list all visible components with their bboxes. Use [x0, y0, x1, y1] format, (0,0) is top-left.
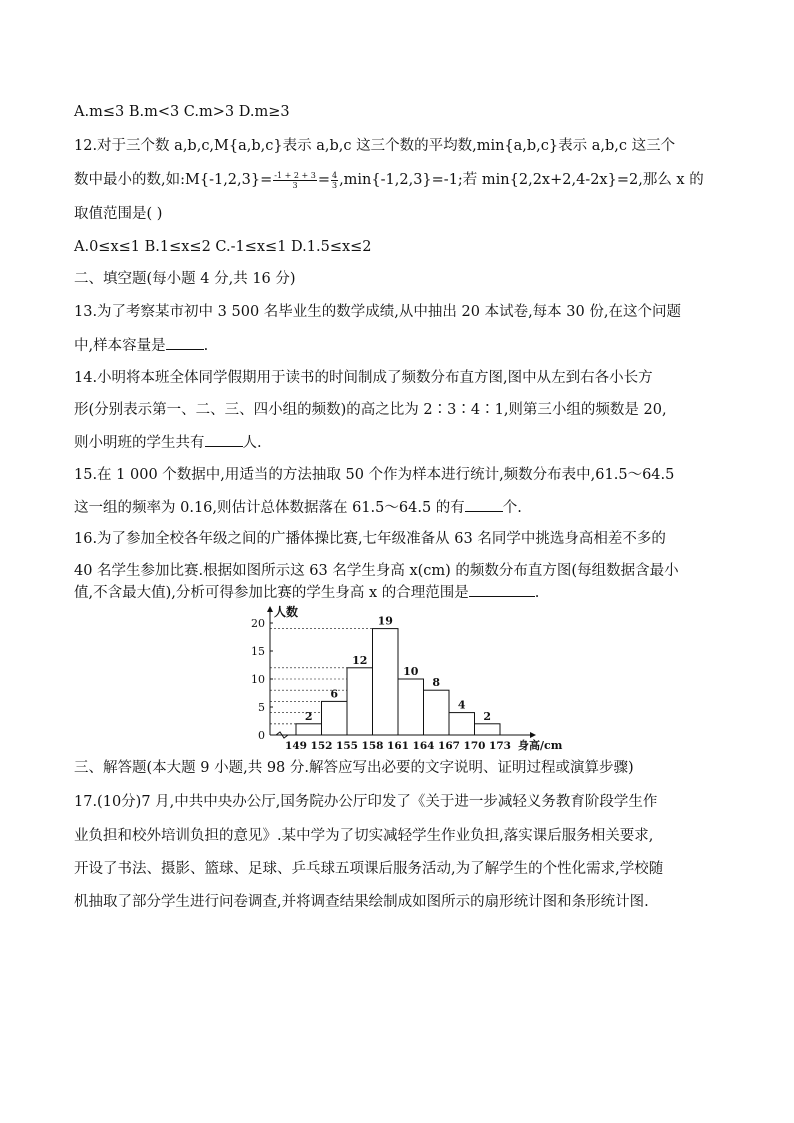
x-tick-label: 152 — [310, 740, 333, 752]
q13-line1: 13.为了考察某市初中 3 500 名毕业生的数学成绩,从中抽出 20 本试卷,每本 30 份,在这个问题 — [74, 304, 681, 320]
answer-blank — [465, 497, 503, 512]
bar-value-label: 4 — [457, 698, 466, 712]
y-tick-label: 10 — [251, 673, 265, 686]
height-histogram — [250, 604, 563, 752]
q14-line3-pre: 则小明班的学生共有 — [74, 435, 205, 451]
q16-line3 — [74, 582, 539, 603]
fraction-result — [331, 171, 338, 190]
fraction-denominator: 3 — [331, 180, 338, 190]
histogram-bar — [296, 724, 322, 735]
q12-line2 — [74, 170, 704, 190]
x-tick-label: 149 — [285, 740, 307, 752]
q15-line1: 15.在 1 000 个数据中,用适当的方法抽取 50 个作为样本进行统计,频数分布表中,61.5～64.5 — [74, 467, 675, 483]
y-tick-label: 15 — [251, 645, 265, 658]
x-tick-label: 167 — [438, 740, 460, 752]
q16-line3-pre: 值,不含最大值),分析可得参加比赛的学生身高 x 的合理范围是 — [74, 585, 469, 601]
q12-options: A.0≤x≤1 B.1≤x≤2 C.-1≤x≤1 D.1.5≤x≤2 — [74, 239, 372, 255]
x-tick-label: 155 — [336, 740, 358, 752]
histogram-bar — [475, 724, 501, 735]
q17-line3: 开设了书法、摄影、篮球、足球、乒乓球五项课后服务活动,为了解学生的个性化需求,学校随 — [74, 861, 664, 877]
section3-title: 三、解答题(本大题 9 小题,共 98 分.解答应写出必要的文字说明、证明过程或演算步骤) — [74, 760, 634, 776]
q15-line2-post: 个. — [502, 500, 522, 516]
q13-line2-post: . — [203, 338, 209, 354]
answer-blank — [469, 582, 535, 597]
fraction-numerator: 4 — [331, 170, 338, 180]
q14-line2: 形(分别表示第一、二、三、四小组的频数)的高之比为 2∶3∶4∶1,则第三小组的频数是 20, — [74, 402, 667, 418]
x-tick-label: 170 — [463, 740, 486, 752]
histogram-bar — [398, 679, 424, 735]
chart-bars — [296, 629, 500, 735]
q13-line2-pre: 中,样本容量是 — [74, 338, 166, 354]
x-axis-arrow — [530, 732, 536, 738]
answer-blank — [205, 432, 243, 447]
equals-sign: = — [317, 172, 330, 188]
fraction-average — [273, 171, 317, 190]
fraction-denominator: 3 — [292, 180, 298, 190]
q16-line3-post: . — [534, 585, 540, 601]
q12-line3: 取值范围是( ) — [74, 206, 163, 222]
y-axis-title: 人数 — [274, 605, 299, 619]
q14-line3 — [74, 432, 262, 453]
x-tick-label: 164 — [412, 740, 435, 752]
x-tick-label: 161 — [387, 740, 409, 752]
bar-value-label: 6 — [330, 687, 339, 701]
x-axis-title: 身高/cm — [518, 739, 563, 752]
q13-line2 — [74, 335, 208, 356]
q17-line1: 17.(10分)7 月,中共中央办公厅,国务院办公厅印发了《关于进一步减轻义务教育阶段学生作 — [74, 794, 658, 810]
q16-line2: 40 名学生参加比赛.根据如图所示这 63 名学生身高 x(cm) 的频数分布直方图(每组数据含最小 — [74, 563, 679, 579]
q12-line2-pre: 数中最小的数,如:M{-1,2,3}= — [74, 172, 273, 188]
bar-value-label: 12 — [352, 653, 368, 667]
y-tick-label: 0 — [258, 729, 265, 742]
q17-line2: 业负担和校外培训负担的意见》.某中学为了切实减轻学生作业负担,落实课后服务相关要求, — [74, 828, 654, 844]
y-tick-label: 5 — [258, 701, 265, 714]
y-tick-label: 20 — [251, 617, 265, 630]
answer-blank — [166, 335, 204, 350]
histogram-bar — [449, 713, 475, 735]
q14-line3-post: 人. — [242, 435, 262, 451]
q11-options: A.m≤3 B.m<3 C.m>3 D.m≥3 — [74, 104, 290, 120]
x-tick-label: 173 — [489, 740, 511, 752]
bar-value-label: 2 — [483, 709, 492, 723]
bar-value-label: 19 — [377, 614, 393, 628]
x-tick-label: 158 — [361, 740, 384, 752]
fraction-numerator: -1 + 2 + 3 — [274, 170, 316, 180]
bar-value-label: 2 — [304, 709, 313, 723]
q17-line4: 机抽取了部分学生进行问卷调查,并将调查结果绘制成如图所示的扇形统计图和条形统计图. — [74, 894, 649, 910]
y-axis-arrow — [267, 606, 273, 612]
section2-title: 二、填空题(每小题 4 分,共 16 分) — [74, 271, 296, 287]
histogram-bar — [373, 629, 399, 735]
q16-line1: 16.为了参加全校各年级之间的广播体操比赛,七年级准备从 63 名同学中挑选身高相差不多的 — [74, 531, 666, 547]
histogram-bar — [424, 690, 450, 735]
q14-line1: 14.小明将本班全体同学假期用于读书的时间制成了频数分布直方图,图中从左到右各小长方 — [74, 370, 653, 386]
q15-line2 — [74, 497, 522, 518]
bar-value-label: 10 — [403, 665, 419, 678]
q12-line2-post: ,min{-1,2,3}=-1;若 min{2,2x+2,4-2x}=2,那么 x 的 — [339, 172, 704, 188]
histogram-bar — [322, 701, 348, 735]
bar-value-label: 8 — [432, 676, 441, 690]
q15-line2-pre: 这一组的频率为 0.16,则估计总体数据落在 61.5～64.5 的有 — [74, 500, 465, 516]
q12-line1: 12.对于三个数 a,b,c,M{a,b,c}表示 a,b,c 这三个数的平均数,min{a,b,c}表示 a,b,c 这三个 — [74, 138, 676, 154]
histogram-bar — [347, 668, 373, 735]
